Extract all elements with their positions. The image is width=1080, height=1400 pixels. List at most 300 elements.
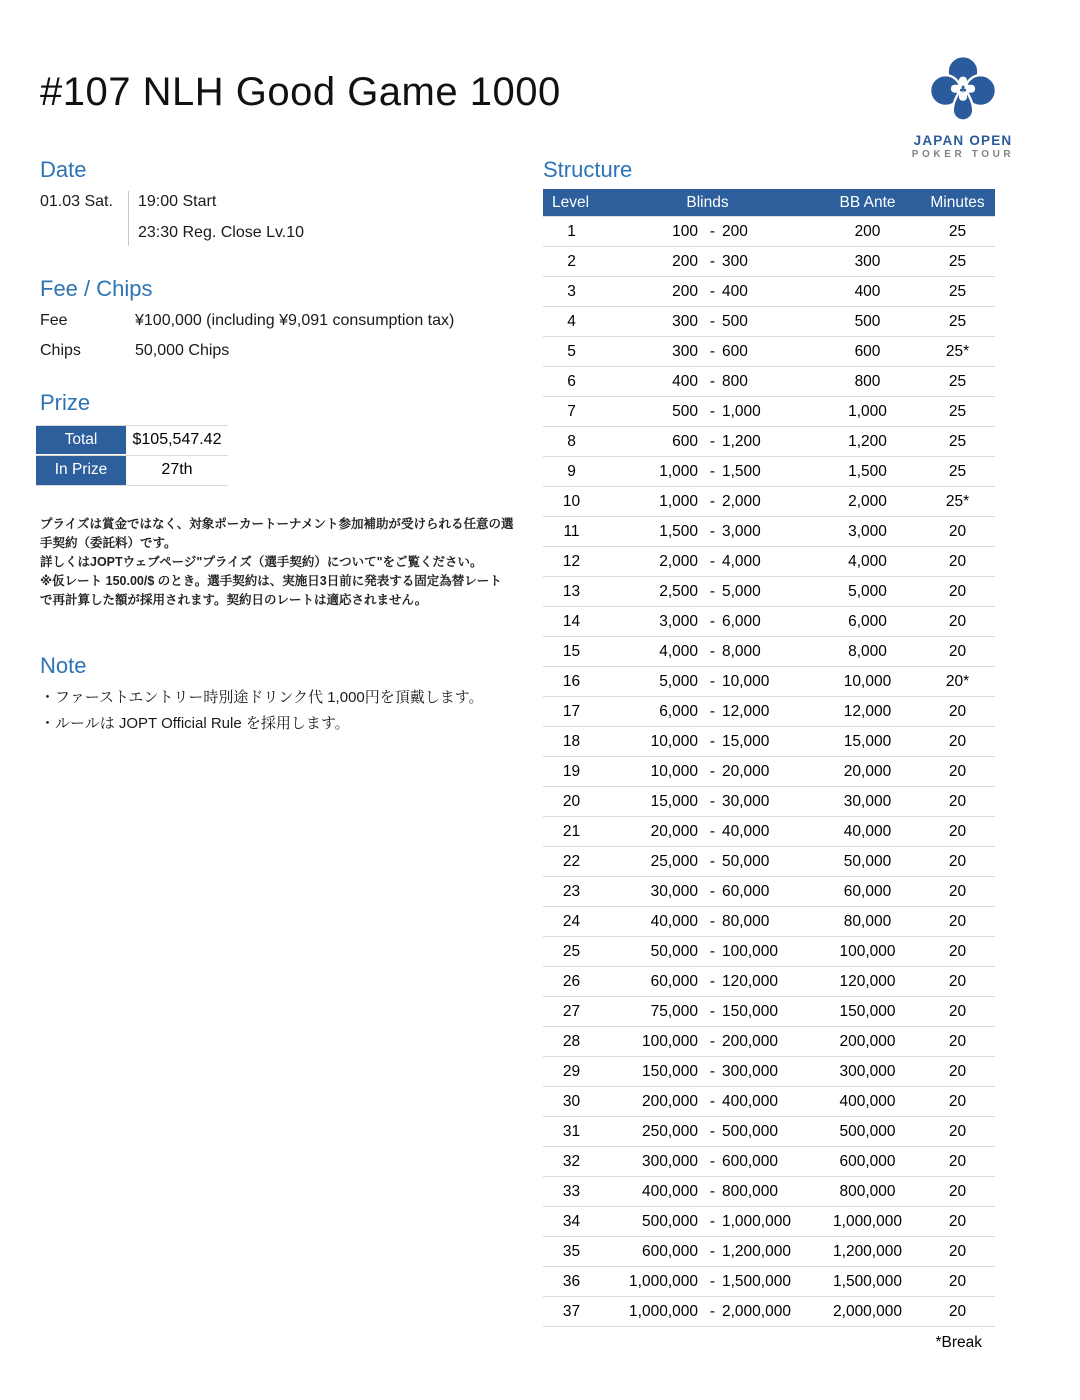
structure-row [543, 547, 995, 577]
blinds-separator: - [709, 852, 716, 870]
bb-ante-cell: 1,000 [848, 402, 887, 420]
bb-ante-cell: 400 [854, 282, 881, 300]
blinds-separator: - [709, 1272, 716, 1290]
small-blind-cell: 250,000 [641, 1122, 698, 1140]
minutes-cell: 20 [948, 1212, 967, 1230]
prize-inprize-label: In Prize [36, 456, 126, 485]
structure-row [543, 967, 995, 997]
minutes-cell: 25 [948, 372, 967, 390]
blinds-separator: - [709, 1002, 716, 1020]
structure-row [543, 457, 995, 487]
minutes-cell: 25 [948, 402, 967, 420]
minutes-cell: 20 [948, 882, 967, 900]
bb-ante-cell: 1,200 [848, 432, 887, 450]
bb-ante-cell: 120,000 [839, 972, 896, 990]
big-blind-cell: 1,200,000 [722, 1242, 791, 1260]
small-blind-cell: 150,000 [641, 1062, 698, 1080]
bb-ante-cell: 10,000 [843, 672, 892, 690]
minutes-cell: 20 [948, 1242, 967, 1260]
structure-row [543, 607, 995, 637]
bb-ante-cell: 100,000 [839, 942, 896, 960]
prize-heading: Prize [40, 390, 91, 416]
structure-row [543, 877, 995, 907]
level-cell: 36 [562, 1272, 581, 1290]
structure-row [543, 1087, 995, 1117]
minutes-cell: 20 [948, 702, 967, 720]
bb-ante-cell: 30,000 [843, 792, 892, 810]
minutes-cell: 20 [948, 942, 967, 960]
prize-total-label: Total [36, 426, 126, 455]
bb-ante-cell: 80,000 [843, 912, 892, 930]
bb-ante-cell: 1,000,000 [833, 1212, 902, 1230]
level-cell: 19 [562, 762, 581, 780]
bb-ante-cell: 40,000 [843, 822, 892, 840]
big-blind-cell: 800 [722, 372, 748, 390]
bb-ante-cell: 500,000 [839, 1122, 896, 1140]
minutes-cell: 20 [948, 762, 967, 780]
big-blind-cell: 500,000 [722, 1122, 779, 1140]
minutes-cell: 25 [948, 462, 967, 480]
blinds-separator: - [709, 672, 716, 690]
small-blind-cell: 200 [672, 252, 698, 270]
blinds-separator: - [709, 552, 716, 570]
big-blind-cell: 600 [722, 342, 748, 360]
small-blind-cell: 6,000 [659, 702, 698, 720]
small-blind-cell: 100 [672, 222, 698, 240]
prize-table [36, 425, 228, 486]
bb-ante-cell: 50,000 [843, 852, 892, 870]
minutes-cell: 20 [948, 1002, 967, 1020]
big-blind-cell: 5,000 [722, 582, 761, 600]
bb-ante-cell: 1,500,000 [833, 1272, 902, 1290]
minutes-cell: 20 [948, 642, 967, 660]
big-blind-cell: 150,000 [722, 1002, 779, 1020]
disclaimer-paragraph: プライズは賞金ではなく、対象ポーカートーナメント参加補助が受けられる任意の選手契約（委託料）です。 [40, 516, 514, 550]
blinds-separator: - [709, 582, 716, 600]
blinds-separator: - [709, 402, 716, 420]
big-blind-cell: 12,000 [722, 702, 770, 720]
small-blind-cell: 20,000 [650, 822, 698, 840]
level-cell: 7 [567, 402, 576, 420]
big-blind-cell: 15,000 [722, 732, 770, 750]
bb-ante-cell: 800 [854, 372, 881, 390]
big-blind-cell: 3,000 [722, 522, 761, 540]
level-cell: 10 [562, 492, 581, 510]
small-blind-cell: 600,000 [641, 1242, 698, 1260]
structure-row [543, 1297, 995, 1327]
bb-ante-cell: 1,500 [848, 462, 887, 480]
minutes-cell: 25* [945, 492, 970, 510]
bb-ante-cell: 20,000 [843, 762, 892, 780]
structure-row [543, 667, 995, 697]
bb-ante-cell: 12,000 [843, 702, 892, 720]
minutes-cell: 20 [948, 1062, 967, 1080]
level-cell: 8 [567, 432, 576, 450]
minutes-cell: 25 [948, 222, 967, 240]
big-blind-cell: 6,000 [722, 612, 761, 630]
level-cell: 5 [567, 342, 576, 360]
blinds-separator: - [709, 942, 716, 960]
fee-value: ¥100,000 (including ¥9,091 consumption tax) [135, 312, 455, 330]
small-blind-cell: 75,000 [650, 1002, 698, 1020]
big-blind-cell: 200 [722, 222, 748, 240]
chips-value: 50,000 Chips [135, 342, 230, 360]
big-blind-cell: 30,000 [722, 792, 770, 810]
minutes-cell: 25 [948, 252, 967, 270]
structure-row [543, 637, 995, 667]
big-blind-cell: 400 [722, 282, 748, 300]
minutes-cell: 20 [948, 792, 967, 810]
big-blind-cell: 300,000 [722, 1062, 779, 1080]
structure-row [543, 817, 995, 847]
big-blind-cell: 80,000 [722, 912, 770, 930]
structure-row [543, 307, 995, 337]
minutes-cell: 20 [948, 1152, 967, 1170]
big-blind-cell: 8,000 [722, 642, 761, 660]
page-title: #107 NLH Good Game 1000 [40, 70, 561, 114]
big-blind-cell: 1,500,000 [722, 1272, 791, 1290]
structure-row [543, 1027, 995, 1057]
fee-label: Fee [40, 312, 68, 330]
small-blind-cell: 1,000 [659, 462, 698, 480]
structure-row [543, 1177, 995, 1207]
structure-row [543, 787, 995, 817]
structure-row [543, 907, 995, 937]
bb-ante-cell: 500 [854, 312, 881, 330]
big-blind-cell: 1,000,000 [722, 1212, 791, 1230]
structure-heading: Structure [543, 157, 633, 182]
blinds-separator: - [709, 222, 716, 240]
small-blind-cell: 40,000 [650, 912, 698, 930]
structure-row [543, 1057, 995, 1087]
small-blind-cell: 200,000 [641, 1092, 698, 1110]
minutes-cell: 20 [948, 582, 967, 600]
minutes-cell: 25* [945, 342, 970, 360]
bb-ante-cell: 200,000 [839, 1032, 896, 1050]
blinds-separator: - [709, 792, 716, 810]
date-row [40, 191, 518, 246]
level-cell: 24 [562, 912, 581, 930]
small-blind-cell: 60,000 [650, 972, 698, 990]
break-footnote: *Break [935, 1334, 982, 1352]
big-blind-cell: 1,200 [722, 432, 761, 450]
structure-row [543, 997, 995, 1027]
minutes-cell: 20 [948, 612, 967, 630]
blinds-separator: - [709, 882, 716, 900]
big-blind-cell: 1,500 [722, 462, 761, 480]
structure-row [543, 277, 995, 307]
small-blind-cell: 2,500 [659, 582, 698, 600]
level-cell: 18 [562, 732, 581, 750]
blinds-separator: - [709, 912, 716, 930]
minutes-cell: 20 [948, 1032, 967, 1050]
bb-ante-cell: 15,000 [843, 732, 892, 750]
structure-table-header [543, 189, 995, 217]
small-blind-cell: 300 [672, 342, 698, 360]
blinds-separator: - [709, 492, 716, 510]
minutes-cell: 20 [948, 972, 967, 990]
small-blind-cell: 3,000 [659, 612, 698, 630]
column-header-bb-ante: BB Ante [839, 193, 896, 211]
structure-row [543, 727, 995, 757]
start-time: 19:00 Start [138, 193, 217, 211]
structure-row [543, 847, 995, 877]
level-cell: 29 [562, 1062, 581, 1080]
bb-ante-cell: 5,000 [848, 582, 887, 600]
chips-label: Chips [40, 342, 81, 360]
structure-row [543, 517, 995, 547]
level-cell: 20 [562, 792, 581, 810]
structure-row [543, 1207, 995, 1237]
small-blind-cell: 2,000 [659, 552, 698, 570]
level-cell: 33 [562, 1182, 581, 1200]
structure-row [543, 1147, 995, 1177]
minutes-cell: 20 [948, 732, 967, 750]
level-cell: 1 [567, 222, 576, 240]
small-blind-cell: 1,000,000 [629, 1272, 698, 1290]
blinds-separator: - [709, 1302, 716, 1320]
big-blind-cell: 400,000 [722, 1092, 779, 1110]
small-blind-cell: 200 [672, 282, 698, 300]
small-blind-cell: 500,000 [641, 1212, 698, 1230]
big-blind-cell: 10,000 [722, 672, 770, 690]
fee-row [40, 312, 518, 332]
minutes-cell: 25 [948, 432, 967, 450]
level-cell: 35 [562, 1242, 581, 1260]
blinds-separator: - [709, 972, 716, 990]
level-cell: 25 [562, 942, 581, 960]
level-cell: 9 [567, 462, 576, 480]
level-cell: 3 [567, 282, 576, 300]
level-cell: 15 [562, 642, 581, 660]
structure-row [543, 577, 995, 607]
bb-ante-cell: 6,000 [848, 612, 887, 630]
blinds-separator: - [709, 1152, 716, 1170]
chips-row [40, 342, 518, 362]
blinds-separator: - [709, 252, 716, 270]
small-blind-cell: 4,000 [659, 642, 698, 660]
structure-row [543, 1267, 995, 1297]
big-blind-cell: 100,000 [722, 942, 779, 960]
level-cell: 37 [562, 1302, 581, 1320]
level-cell: 21 [562, 822, 581, 840]
level-cell: 12 [562, 552, 581, 570]
logo-text-japan-open: JAPAN OPEN [913, 133, 1013, 148]
minutes-cell: 20* [945, 672, 970, 690]
structure-row [543, 697, 995, 727]
blinds-separator: - [709, 1212, 716, 1230]
level-cell: 13 [562, 582, 581, 600]
structure-row [543, 937, 995, 967]
minutes-cell: 25 [948, 312, 967, 330]
level-cell: 23 [562, 882, 581, 900]
blinds-separator: - [709, 282, 716, 300]
big-blind-cell: 2,000,000 [722, 1302, 791, 1320]
logo-text-poker-tour: POKER TOUR [911, 149, 1015, 160]
jopt-logo [911, 54, 1015, 160]
blinds-separator: - [709, 1092, 716, 1110]
structure-row [543, 217, 995, 247]
bb-ante-cell: 200 [854, 222, 881, 240]
blinds-separator: - [709, 1032, 716, 1050]
bb-ante-cell: 8,000 [848, 642, 887, 660]
minutes-cell: 20 [948, 912, 967, 930]
small-blind-cell: 400,000 [641, 1182, 698, 1200]
note-item: ・ルールは JOPT Official Rule を採用します。 [40, 714, 350, 732]
small-blind-cell: 300,000 [641, 1152, 698, 1170]
small-blind-cell: 1,000,000 [629, 1302, 698, 1320]
blinds-separator: - [709, 1062, 716, 1080]
minutes-cell: 20 [948, 1122, 967, 1140]
small-blind-cell: 50,000 [650, 942, 698, 960]
blinds-separator: - [709, 372, 716, 390]
bb-ante-cell: 150,000 [839, 1002, 896, 1020]
note-item: ・ファーストエントリー時別途ドリンク代 1,000円を頂戴します。 [40, 688, 484, 706]
structure-column [543, 158, 995, 1352]
level-cell: 11 [563, 522, 580, 540]
minutes-cell: 20 [948, 552, 967, 570]
level-cell: 30 [562, 1092, 581, 1110]
minutes-cell: 20 [948, 852, 967, 870]
club-icon [911, 54, 1015, 130]
blinds-separator: - [709, 432, 716, 450]
column-header-level: Level [552, 193, 590, 211]
blinds-separator: - [709, 762, 716, 780]
big-blind-cell: 200,000 [722, 1032, 779, 1050]
date-heading: Date [40, 157, 87, 182]
disclaimer-paragraph: ※仮レート 150.00/$ のとき。選手契約は、実施日3日前に発表する固定為替レートで再計算した額が採用されます。契約日のレートは適応されません。 [40, 573, 502, 607]
big-blind-cell: 60,000 [722, 882, 770, 900]
structure-row [543, 367, 995, 397]
big-blind-cell: 500 [722, 312, 748, 330]
fee-chips-heading: Fee / Chips [40, 276, 153, 302]
reg-close-time: 23:30 Reg. Close Lv.10 [138, 224, 305, 242]
disclaimer-paragraph: 詳しくはJOPTウェブページ"プライズ（選手契約）について"をご覧ください。 [40, 554, 483, 569]
note-list [40, 685, 518, 737]
date-day: 01.03 Sat. [40, 193, 113, 211]
blinds-separator: - [709, 1122, 716, 1140]
bb-ante-cell: 300 [854, 252, 881, 270]
small-blind-cell: 600 [672, 432, 698, 450]
svg-text:♣: ♣ [958, 84, 968, 96]
small-blind-cell: 1,500 [659, 522, 698, 540]
big-blind-cell: 4,000 [722, 552, 761, 570]
blinds-separator: - [709, 642, 716, 660]
big-blind-cell: 50,000 [722, 852, 770, 870]
bb-ante-cell: 2,000,000 [833, 1302, 902, 1320]
blinds-separator: - [709, 822, 716, 840]
blinds-separator: - [709, 462, 716, 480]
small-blind-cell: 15,000 [650, 792, 698, 810]
big-blind-cell: 2,000 [722, 492, 761, 510]
level-cell: 16 [562, 672, 581, 690]
note-heading: Note [40, 652, 87, 678]
level-cell: 34 [562, 1212, 581, 1230]
bb-ante-cell: 300,000 [839, 1062, 896, 1080]
prize-disclaimer [40, 515, 514, 610]
level-cell: 32 [562, 1152, 581, 1170]
level-cell: 31 [562, 1122, 581, 1140]
column-header-minutes: Minutes [930, 193, 985, 211]
blinds-separator: - [709, 312, 716, 330]
level-cell: 14 [562, 612, 581, 630]
structure-row [543, 247, 995, 277]
small-blind-cell: 400 [672, 372, 698, 390]
small-blind-cell: 25,000 [650, 852, 698, 870]
blinds-separator: - [709, 612, 716, 630]
structure-row [543, 427, 995, 457]
minutes-cell: 20 [948, 822, 967, 840]
minutes-cell: 20 [948, 1302, 967, 1320]
big-blind-cell: 600,000 [722, 1152, 779, 1170]
level-cell: 26 [562, 972, 581, 990]
prize-inprize-row [36, 456, 228, 486]
small-blind-cell: 5,000 [659, 672, 698, 690]
structure-row [543, 1117, 995, 1147]
level-cell: 28 [562, 1032, 581, 1050]
minutes-cell: 20 [948, 522, 967, 540]
big-blind-cell: 1,000 [722, 402, 761, 420]
blinds-separator: - [709, 1242, 716, 1260]
big-blind-cell: 800,000 [722, 1182, 779, 1200]
structure-row [543, 487, 995, 517]
big-blind-cell: 20,000 [722, 762, 770, 780]
minutes-cell: 20 [948, 1272, 967, 1290]
bb-ante-cell: 60,000 [843, 882, 892, 900]
bb-ante-cell: 4,000 [848, 552, 887, 570]
structure-row [543, 397, 995, 427]
structure-row [543, 1237, 995, 1267]
info-column [40, 158, 518, 736]
minutes-cell: 25 [948, 282, 967, 300]
small-blind-cell: 500 [672, 402, 698, 420]
small-blind-cell: 1,000 [659, 492, 698, 510]
structure-row [543, 757, 995, 787]
blinds-separator: - [709, 342, 716, 360]
minutes-cell: 20 [948, 1182, 967, 1200]
blinds-separator: - [709, 732, 716, 750]
level-cell: 4 [567, 312, 576, 330]
bb-ante-cell: 400,000 [839, 1092, 896, 1110]
level-cell: 6 [567, 372, 576, 390]
small-blind-cell: 10,000 [650, 732, 698, 750]
small-blind-cell: 300 [672, 312, 698, 330]
big-blind-cell: 40,000 [722, 822, 770, 840]
bb-ante-cell: 3,000 [848, 522, 887, 540]
bb-ante-cell: 800,000 [839, 1182, 896, 1200]
prize-total-value: $105,547.42 [132, 431, 222, 449]
bb-ante-cell: 600 [854, 342, 881, 360]
blinds-separator: - [709, 702, 716, 720]
bb-ante-cell: 1,200,000 [833, 1242, 902, 1260]
level-cell: 27 [562, 1002, 581, 1020]
structure-row [543, 337, 995, 367]
blinds-separator: - [709, 522, 716, 540]
small-blind-cell: 100,000 [641, 1032, 698, 1050]
prize-total-row [36, 426, 228, 456]
structure-table-body [543, 217, 995, 1327]
bb-ante-cell: 2,000 [848, 492, 887, 510]
level-cell: 2 [567, 252, 576, 270]
level-cell: 22 [562, 852, 581, 870]
big-blind-cell: 300 [722, 252, 748, 270]
small-blind-cell: 10,000 [650, 762, 698, 780]
minutes-cell: 20 [948, 1092, 967, 1110]
prize-inprize-value: 27th [161, 461, 193, 479]
big-blind-cell: 120,000 [722, 972, 779, 990]
level-cell: 17 [562, 702, 581, 720]
column-header-blinds: Blinds [686, 193, 729, 211]
